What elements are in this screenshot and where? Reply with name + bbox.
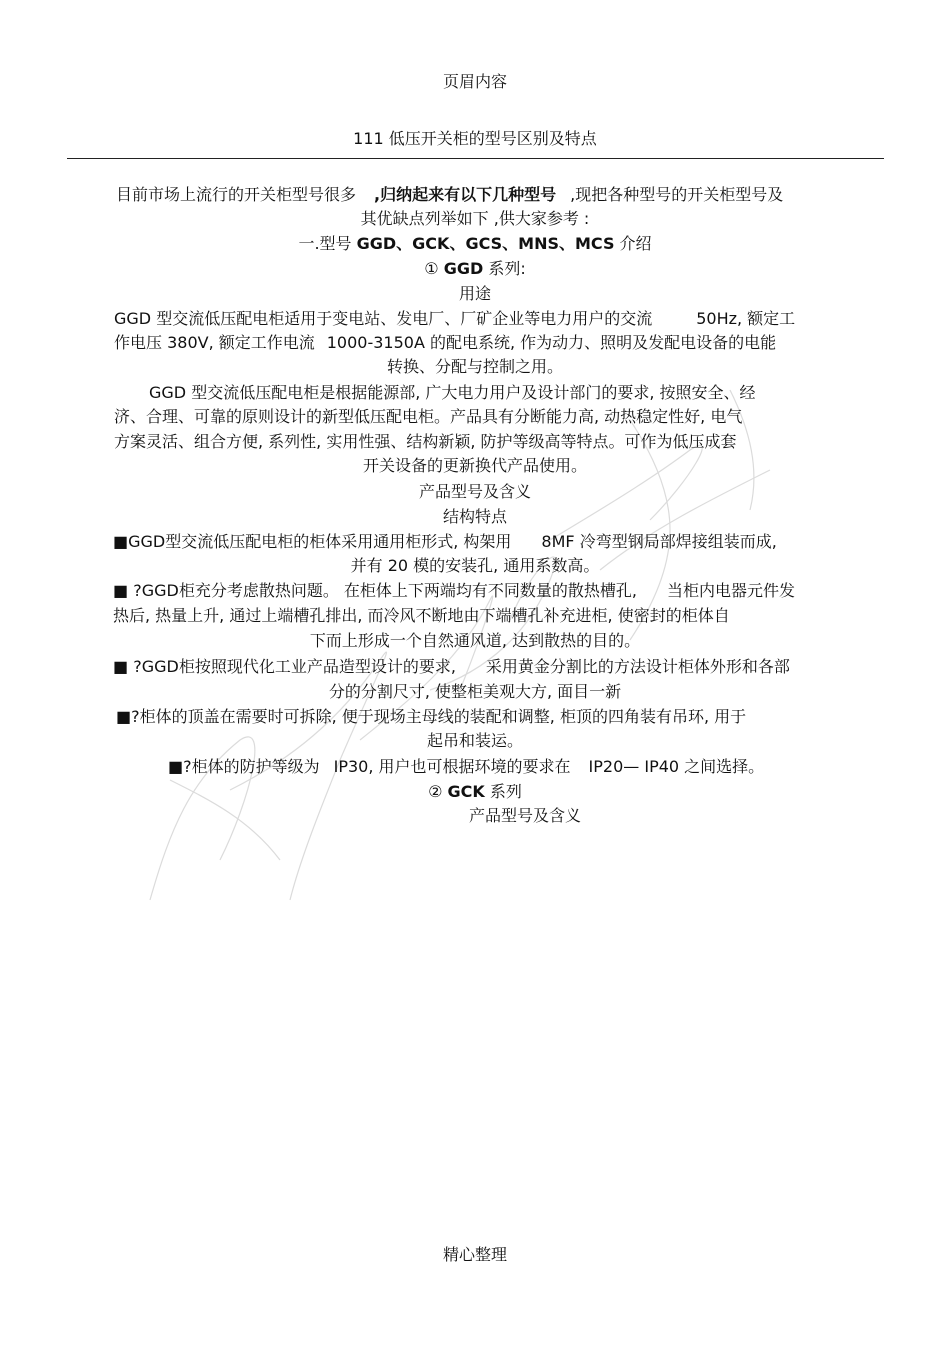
ggd-heading (0, 259, 950, 279)
bullet-text: 8MF 冷弯型钢局部焊接组装而成, (541, 532, 777, 551)
page-header: 页眉内容 (442, 72, 507, 91)
bullet-text: IP30, 用户也可根据环境的要求在 (333, 757, 571, 776)
model-meaning-title: 产品型号及含义 (418, 482, 531, 501)
intro-text: ,现把各种型号的开关柜型号及 (570, 185, 784, 204)
bullet-text: ■?柜体的防护等级为 (168, 757, 320, 776)
intro-text: ,归纳起来有以下几种型号 (374, 185, 557, 204)
structure-title: 结构特点 (442, 507, 507, 526)
intro-line-1 (116, 185, 783, 205)
intro-line-2: 其优缺点列举如下 ,供大家参考 : (360, 209, 590, 228)
bullet-1-line-2: 并有 20 模的安装孔, 通用系数高。 (350, 556, 600, 575)
intro-text: 目前市场上流行的开关柜型号很多 (116, 185, 357, 204)
usage-line-3: 转换、分配与控制之用。 (386, 357, 563, 376)
bullet-text: ■ ?GGD柜按照现代化工业产品造型设计的要求, (113, 657, 456, 676)
bullet-2-line-3: 下而上形成一个自然通风道, 达到散热的目的。 (309, 631, 641, 650)
bullet-3-line-1 (113, 657, 790, 677)
gck-heading-suffix: 系列 (484, 782, 522, 801)
section-models: GGD、GCK、GCS、MNS、MCS (356, 234, 615, 253)
gck-heading (0, 782, 950, 802)
bullet-2-line-1 (113, 581, 795, 601)
bullet-4-line-1: ■?柜体的顶盖在需要时可拆除, 便于现场主母线的装配和调整, 柜顶的四角装有吊环, 用于 (116, 707, 747, 726)
bullet-text: IP20— IP40 之间选择。 (588, 757, 765, 776)
usage-text: 作电压 380V, 额定工作电流 (114, 333, 315, 352)
bullet-1-line-1 (113, 532, 777, 552)
bullet-5-line (168, 757, 764, 777)
bullet-text: 采用黄金分割比的方法设计柜体外形和各部 (485, 657, 790, 676)
desc-line-3: 方案灵活、组合方便, 系列性, 实用性强、结构新颖, 防护等级高等特点。可作为低压成套 (114, 432, 737, 451)
desc-line-2: 济、合理、可靠的原则设计的新型低压配电柜。产品具有分断能力高, 动热稳定性好, 电气 (114, 407, 743, 426)
bullet-text: 当柜内电器元件发 (667, 581, 796, 600)
desc-line-4: 开关设备的更新换代产品使用。 (362, 456, 587, 475)
bullet-3-line-2: 分的分割尺寸, 使整柜美观大方, 面目一新 (328, 682, 622, 701)
section-heading (0, 234, 950, 254)
bullet-text: ■GGD型交流低压配电柜的柜体采用通用柜形式, 构架用 (113, 532, 512, 551)
gck-model-meaning: 产品型号及含义 (468, 806, 581, 825)
page-footer: 精心整理 (442, 1245, 507, 1264)
usage-text: 50Hz, 额定工 (696, 309, 796, 328)
usage-line-2 (114, 333, 776, 353)
usage-text: GGD 型交流低压配电柜适用于变电站、发电厂、厂矿企业等电力用户的交流 (114, 309, 653, 328)
title-divider (67, 158, 884, 159)
usage-line-1 (114, 309, 795, 329)
document-title: 111 低压开关柜的型号区别及特点 (353, 129, 597, 148)
ggd-heading-suffix: 系列: (483, 259, 526, 278)
usage-title: 用途 (458, 284, 491, 303)
usage-text: 1000-3150A 的配电系统, 作为动力、照明及发配电设备的电能 (326, 333, 777, 352)
section-suffix: 介绍 (614, 234, 652, 253)
bullet-2-line-2: 热后, 热量上升, 通过上端槽孔排出, 而冷风不断地由下端槽孔补充进柜, 使密封的柜体自 (113, 606, 730, 625)
desc-line-1: GGD 型交流低压配电柜是根据能源部, 广大电力用户及设计部门的要求, 按照安全、经 (149, 383, 756, 402)
bullet-4-line-2: 起吊和装运。 (426, 731, 523, 750)
gck-heading-num: ② (428, 782, 448, 801)
gck-heading-name: GCK (447, 782, 485, 801)
ggd-heading-name: GGD (443, 259, 484, 278)
ggd-heading-num: ① (424, 259, 444, 278)
bullet-text: ■ ?GGD柜充分考虑散热问题。 在柜体上下两端均有不同数量的散热槽孔, (113, 581, 637, 600)
section-prefix: 一.型号 (298, 234, 357, 253)
